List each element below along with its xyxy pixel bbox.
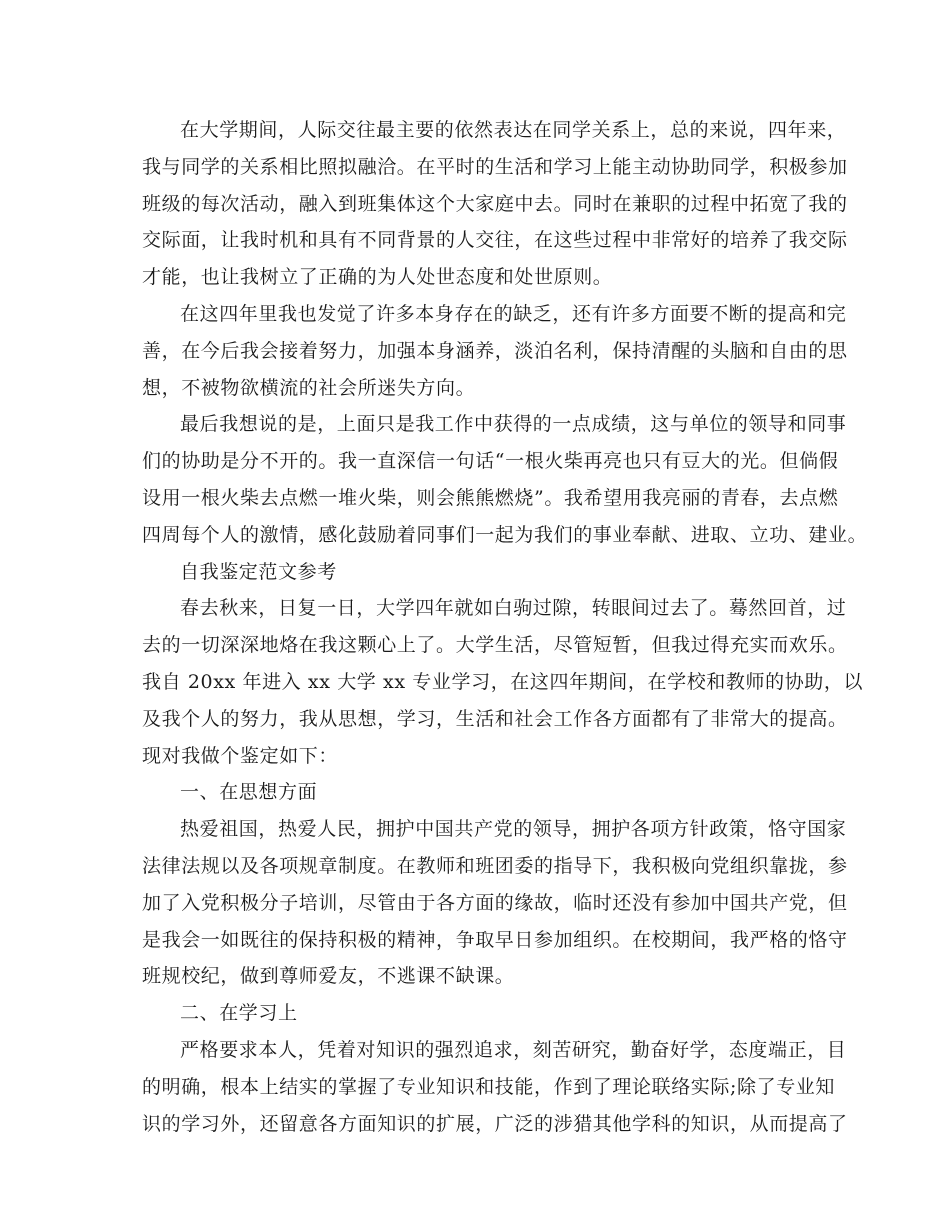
- section-heading: 二、在学习上: [180, 1002, 298, 1025]
- text-line: 加了入党积极分子培训，尽管由于各方面的缘故，临时还没有参加中国共产党，但: [142, 891, 848, 914]
- text-line: 想，不被物欲横流的社会所迷失方向。: [142, 376, 476, 399]
- text-line: 才能，也让我树立了正确的为人处世态度和处世原则。: [142, 266, 613, 289]
- text-line: 们的协助是分不开的。我一直深信一句话“一根火柴再亮也只有豆大的光。但倘假: [142, 450, 839, 473]
- section-heading-study: [142, 995, 827, 1032]
- text-line: 四周每个人的激情，感化鼓励着同事们一起为我们的事业奉献、进取、立功、建业。: [142, 523, 868, 546]
- paragraph-closing: [142, 406, 868, 553]
- paragraph-study: [142, 1032, 848, 1142]
- paragraph-interpersonal: [142, 112, 848, 296]
- text-line: 设用一根火柴去点燃一堆火柴，则会熊熊燃烧”。我希望用我亮丽的青春，去点燃: [142, 486, 839, 509]
- text-line: 春去秋来，日复一日，大学四年就如白驹过隙，转眼间过去了。蓦然回首，过: [180, 597, 847, 620]
- paragraph-intro: [142, 590, 864, 774]
- text-line: 班级的每次活动，融入到班集体这个大家庭中去。同时在兼职的过程中拓宽了我的: [142, 192, 848, 215]
- text-line: 在这四年里我也发觉了许多本身存在的缺乏，还有许多方面要不断的提高和完: [180, 302, 847, 325]
- text-line: 的明确，根本上结实的掌握了专业知识和技能，作到了理论联络实际;除了专业知: [142, 1075, 836, 1098]
- text-line: 我与同学的关系相比照拟融洽。在平时的生活和学习上能主动协助同学，积极参加: [142, 155, 848, 178]
- text-line: 在大学期间，人际交往最主要的依然表达在同学关系上，总的来说，四年来，: [180, 119, 847, 141]
- text-line: 交际面，让我时机和具有不同背景的人交往，在这些过程中非常好的培养了我交际: [142, 229, 848, 252]
- text-line: 去的一切深深地烙在我这颗心上了。大学生活，尽管短暂，但我过得充实而欢乐。: [142, 634, 848, 657]
- text-line: 法律法规以及各项规章制度。在教师和班团委的指导下，我积极向党组织靠拢，参: [142, 854, 848, 877]
- text-line: 现对我做个鉴定如下：: [142, 744, 339, 767]
- text-line: 班规校纪，做到尊师爱友，不逃课不缺课。: [142, 965, 515, 988]
- text-line: 识的学习外，还留意各方面知识的扩展，广泛的涉猎其他学科的知识，从而提高了: [142, 1112, 848, 1135]
- section-heading: 自我鉴定范文参考: [180, 560, 337, 583]
- text-line: 我自 20xx 年进入 xx 大学 xx 专业学习，在这四年期间，在学校和教师的协助，以: [142, 670, 864, 693]
- text-line: 善，在今后我会接着努力，加强本身涵养，淡泊名利，保持清醒的头脑和自由的思: [142, 339, 848, 362]
- paragraph-shortcomings: [142, 296, 848, 406]
- section-heading: 一、在思想方面: [180, 781, 318, 804]
- text-line: 最后我想说的是，上面只是我工作中获得的一点成绩，这与单位的领导和同事: [180, 413, 847, 436]
- section-heading-reference: [142, 554, 827, 591]
- text-line: 及我个人的努力，我从思想，学习，生活和社会工作各方面都有了非常大的提高。: [142, 707, 848, 730]
- text-line: 严格要求本人，凭着对知识的强烈追求，刻苦研究，勤奋好学，态度端正，目: [180, 1038, 847, 1061]
- document-body: [142, 112, 868, 1142]
- text-line: 热爱祖国，热爱人民，拥护中国共产党的领导，拥护各项方针政策，恪守国家: [180, 818, 847, 841]
- text-line: 是我会一如既往的保持积极的精神，争取早日参加组织。在校期间，我严格的恪守: [142, 928, 848, 951]
- section-heading-thought: [142, 774, 827, 811]
- paragraph-thought: [142, 811, 848, 995]
